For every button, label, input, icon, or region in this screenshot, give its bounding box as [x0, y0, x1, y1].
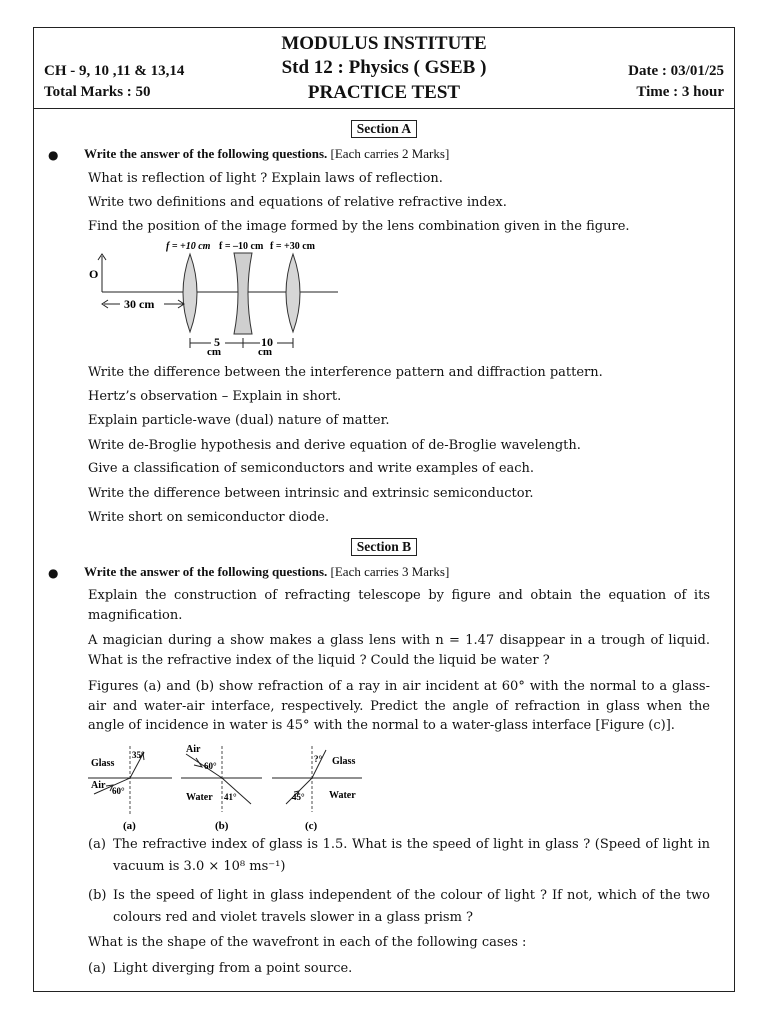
svg-text:Water: Water — [186, 792, 213, 803]
section-b-q5: What is the shape of the wavefront in each of the following cases : — [88, 935, 527, 950]
section-b-q4a: (a) The refractive index of glass is 1.5. What is the speed of light in glass ? (Speed of light in vacuum is 3.0 × 10⁸ ms⁻¹) — [88, 837, 710, 874]
section-b-q1: Explain the construction of refracting telescope by figure and obtain the equation of its magnification. — [88, 588, 710, 623]
svg-text:(b): (b) — [215, 820, 229, 832]
section-b-heading: Section B — [0, 536, 768, 556]
svg-text:Air: Air — [91, 780, 106, 791]
svg-text:45°: 45° — [292, 792, 305, 802]
section-b-q2: A magician during a show makes a glass lens with n = 1.47 disappear in a trough of liquid. What is the refractive index of the liquid ? Could the liquid be water ? — [88, 633, 710, 668]
svg-text:(a): (a) — [123, 820, 136, 832]
svg-text:Water: Water — [329, 790, 356, 801]
refraction-figures — [86, 742, 376, 834]
object-label: O — [89, 267, 99, 281]
distance-10: 10 — [261, 335, 273, 349]
svg-text:60°: 60° — [204, 761, 217, 771]
svg-text:Glass: Glass — [332, 756, 356, 767]
section-a-instruction: Write the answer of the following questions. [Each carries 2 Marks] — [84, 146, 450, 161]
lens1-focal: f = +10 cm — [166, 241, 211, 252]
svg-text:41°: 41° — [224, 792, 237, 802]
total-marks: Total Marks : 50 — [44, 84, 151, 100]
section-a-q5: Hertz’s observation – Explain in short. — [88, 389, 342, 404]
distance-10-unit: cm — [258, 346, 273, 358]
convex-lens-2 — [286, 254, 300, 332]
header-divider — [33, 108, 735, 109]
section-a-q10: Write short on semiconductor diode. — [88, 510, 330, 525]
section-b-instruction: Write the answer of the following questions. [Each carries 3 Marks] — [84, 564, 450, 579]
section-a-q7: Write de-Broglie hypothesis and derive equation of de-Broglie wavelength. — [88, 438, 581, 453]
svg-text:Glass: Glass — [91, 758, 115, 769]
bullet-icon: ● — [48, 566, 59, 580]
chapters: CH - 9, 10 ,11 & 13,14 — [44, 63, 185, 79]
bullet-icon: ● — [48, 148, 59, 162]
section-a-q8: Give a classification of semiconductors and write examples of each. — [88, 461, 535, 476]
distance-5: 5 — [214, 335, 220, 349]
date: Date : 03/01/25 — [628, 63, 724, 79]
lens3-focal: f = +30 cm — [270, 241, 315, 252]
figure-b — [181, 744, 262, 832]
standard-subject: Std 12 : Physics ( GSEB ) — [281, 57, 487, 78]
section-b-q5a: (a) Light diverging from a point source. — [88, 961, 353, 976]
test-title: PRACTICE TEST — [307, 82, 461, 103]
lens-combination-figure — [80, 236, 350, 358]
section-a-q4: Write the difference between the interference pattern and diffraction pattern. — [88, 365, 603, 380]
lens2-focal: f = –10 cm — [219, 241, 264, 252]
section-a-q6: Explain particle-wave (dual) nature of matter. — [88, 413, 390, 428]
section-a-q9: Write the difference between intrinsic and extrinsic semiconductor. — [88, 486, 534, 501]
svg-text:Air: Air — [186, 744, 201, 755]
time: Time : 3 hour — [636, 84, 724, 100]
section-b-q3: Figures (a) and (b) show refraction of a ray in air incident at 60° with the normal to a glass-air and water-air interface, respectively. Predict the angle of refraction in glass when the angle of incidence in water is 45° with the normal to a water-glass interface [Figure (c)]. — [88, 679, 710, 733]
svg-text:60°: 60° — [112, 786, 125, 796]
svg-text:(c): (c) — [305, 820, 318, 832]
section-a-heading: Section A — [0, 118, 768, 138]
svg-text:?°: ?° — [314, 754, 323, 764]
institute-name: MODULUS INSTITUTE — [281, 33, 487, 54]
section-a-q1: What is reflection of light ? Explain laws of reflection. — [88, 171, 443, 186]
concave-lens — [234, 253, 252, 334]
section-a-q2: Write two definitions and equations of relative refractive index. — [88, 195, 507, 210]
section-a-q3: Find the position of the image formed by the lens combination given in the figure. — [88, 219, 630, 234]
svg-text:35°: 35° — [132, 750, 145, 760]
distance-5-unit: cm — [207, 346, 222, 358]
figure-a — [88, 746, 172, 832]
distance-30cm: 30 cm — [124, 297, 155, 311]
convex-lens-1 — [183, 254, 197, 332]
figure-c — [272, 746, 362, 832]
section-b-q4b: (b) Is the speed of light in glass independent of the colour of light ? If not, which of the two colours red and violet travels slower in a glass prism ? — [88, 888, 710, 925]
